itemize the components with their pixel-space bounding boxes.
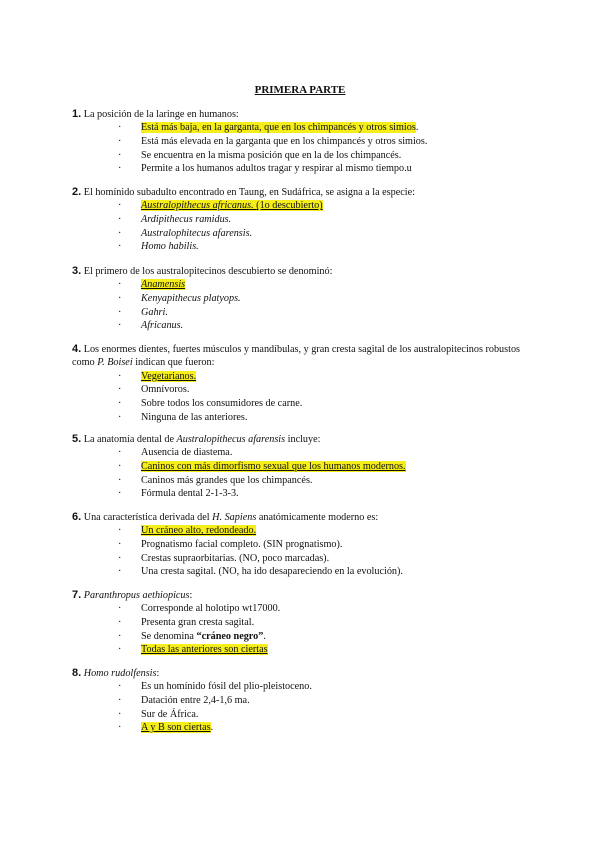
text-run: : xyxy=(156,668,160,679)
text-run: Vegetarianos. xyxy=(141,370,197,382)
question-number: 5. xyxy=(72,433,82,445)
bullet-icon: · xyxy=(118,122,122,134)
text-run: . xyxy=(263,630,266,642)
option-item xyxy=(72,411,532,425)
text-run: La posición de la laringe en humanos: xyxy=(81,109,239,120)
bullet-icon: · xyxy=(118,227,122,239)
option-item xyxy=(72,383,532,397)
text-run: La anatomía dental de xyxy=(81,434,177,445)
question-7 xyxy=(72,589,532,657)
option-item xyxy=(72,680,532,694)
bullet-icon: · xyxy=(118,617,122,628)
bullet-icon: · xyxy=(118,630,122,642)
text-run: Prognatismo facial completo. (SIN prognatismo). xyxy=(141,539,343,550)
bullet-icon: · xyxy=(118,447,122,459)
page-title: PRIMERA PARTE xyxy=(254,84,346,96)
option-item xyxy=(72,213,532,227)
option-item xyxy=(72,721,532,735)
text-run: A y B son ciertas xyxy=(141,722,211,734)
option-item xyxy=(72,474,532,488)
option-item xyxy=(72,306,532,320)
text-run: Una cresta sagital. (NO, ha ido desapareciendo en la evolución). xyxy=(141,566,403,578)
options-list xyxy=(72,602,532,656)
question-stem xyxy=(72,511,532,524)
text-run: Datación entre 2,4-1,6 ma. xyxy=(141,695,250,706)
text-run: El homínido subadulto encontrado en Taung, en Sudáfrica, se asigna a la especie: xyxy=(81,187,415,198)
option-item xyxy=(72,370,532,384)
text-run: indican que fueron: xyxy=(132,357,215,369)
bullet-icon: · xyxy=(118,279,122,291)
bullet-icon: · xyxy=(118,644,122,656)
text-run: Presenta gran cresta sagital. xyxy=(141,617,255,628)
option-item xyxy=(72,694,532,708)
text-run: H. Sapiens xyxy=(212,512,257,523)
text-run: Se denomina xyxy=(141,630,197,642)
text-run: Es un homínido fósil del plio-pleistoceno. xyxy=(141,681,312,693)
option-item xyxy=(72,565,532,579)
bullet-icon: · xyxy=(118,539,122,550)
bullet-icon: · xyxy=(118,525,122,537)
bullet-icon: · xyxy=(118,722,122,734)
text-run: : xyxy=(189,590,193,601)
text-run: Se encuentra en la misma posición que en la de los chimpancés. xyxy=(141,149,402,161)
options-list xyxy=(72,680,532,734)
question-stem xyxy=(72,343,532,370)
option-item xyxy=(72,602,532,616)
text-run: “cráneo negro” xyxy=(196,630,264,642)
bullet-icon: · xyxy=(118,241,122,253)
text-run: Australophitecus afarensis. xyxy=(141,227,253,239)
options-list xyxy=(72,370,532,424)
option-item xyxy=(72,616,532,630)
bullet-icon: · xyxy=(118,474,122,486)
question-8 xyxy=(72,667,532,735)
question-4 xyxy=(72,343,532,424)
text-run: Todas las anteriores son ciertas xyxy=(141,644,268,656)
question-number: 2. xyxy=(72,186,82,198)
question-1 xyxy=(72,108,532,176)
text-run: Kenyapithecus platyops. xyxy=(141,293,241,304)
question-number: 7. xyxy=(72,589,82,601)
text-run: (1o descubierto) xyxy=(256,200,323,212)
option-item xyxy=(72,240,532,254)
options-list xyxy=(72,121,532,175)
bullet-icon: · xyxy=(118,398,122,409)
option-item xyxy=(72,460,532,474)
text-run: Un cráneo alto, redondeado. xyxy=(141,525,257,537)
bullet-icon: · xyxy=(118,566,122,578)
text-run: Homo habilis. xyxy=(141,241,199,253)
text-run: Paranthropus aethiopicus xyxy=(83,590,190,601)
option-item xyxy=(72,227,532,241)
bullet-icon: · xyxy=(118,603,122,615)
text-run: Gahri. xyxy=(141,306,168,318)
text-run: anatómicamente moderno es: xyxy=(256,512,379,523)
option-item xyxy=(72,292,532,306)
text-run: Africanus. xyxy=(141,320,184,332)
option-item xyxy=(72,643,532,657)
question-stem xyxy=(72,265,532,278)
text-run: . xyxy=(210,722,214,734)
text-run: El primero de los australopitecinos descubierto se denominó: xyxy=(81,266,333,277)
text-run: Australopithecus africanus. xyxy=(141,200,257,212)
text-run: Caninos con más dimorfismo sexual que los humanos modernos. xyxy=(141,461,406,472)
bullet-icon: · xyxy=(118,552,122,564)
question-5 xyxy=(72,433,532,501)
question-stem xyxy=(72,667,532,680)
text-run: Permite a los humanos adultos tragar y respirar al mismo tiempo.u xyxy=(141,163,412,175)
options-list xyxy=(72,278,532,332)
option-item xyxy=(72,552,532,566)
question-stem xyxy=(72,433,532,446)
option-item xyxy=(72,630,532,644)
text-run: Ausencia de diastema. xyxy=(141,447,233,459)
bullet-icon: · xyxy=(118,370,122,382)
question-number: 1. xyxy=(72,108,82,120)
option-item xyxy=(72,487,532,501)
bullet-icon: · xyxy=(118,136,122,147)
question-stem xyxy=(72,186,532,199)
question-3 xyxy=(72,265,532,333)
bullet-icon: · xyxy=(118,708,122,720)
option-item xyxy=(72,708,532,722)
text-run: Ardipithecus ramidus. xyxy=(141,214,232,225)
question-number: 8. xyxy=(72,667,82,679)
text-run: Una característica derivada del xyxy=(81,512,213,523)
question-stem xyxy=(72,108,532,121)
text-run: Está más elevada en la garganta que en los chimpancés y otros simios. xyxy=(141,136,428,147)
text-run: Caninos más grandes que los chimpancés. xyxy=(141,474,313,486)
option-item xyxy=(72,524,532,538)
question-6 xyxy=(72,511,532,579)
text-run: como xyxy=(72,357,98,369)
question-number: 4. xyxy=(72,343,82,355)
bullet-icon: · xyxy=(118,320,122,332)
text-run: Fórmula dental 2-1-3-3. xyxy=(141,488,239,500)
text-run: P. Boisei xyxy=(97,357,133,369)
option-item xyxy=(72,319,532,333)
bullet-icon: · xyxy=(118,293,122,304)
bullet-icon: · xyxy=(118,384,122,396)
option-item xyxy=(72,121,532,135)
text-run: Sobre todos los consumidores de carne. xyxy=(141,398,303,409)
text-run: Los enormes dientes, fuertes músculos y mandíbulas, y gran cresta sagital de los australopitecinos robustos xyxy=(81,344,521,355)
option-item xyxy=(72,397,532,411)
option-item xyxy=(72,446,532,460)
option-item xyxy=(72,162,532,176)
text-run: Sur de África. xyxy=(141,708,199,720)
text-run: Ninguna de las anteriores. xyxy=(141,411,248,423)
option-item xyxy=(72,135,532,149)
text-run: . xyxy=(415,122,419,134)
bullet-icon: · xyxy=(118,306,122,318)
bullet-icon: · xyxy=(118,461,122,472)
bullet-icon: · xyxy=(118,681,122,693)
question-stem xyxy=(72,589,532,602)
question-number: 3. xyxy=(72,265,82,277)
text-run: Homo rudolfensis xyxy=(83,668,157,679)
text-run: Omnívoros. xyxy=(141,384,190,396)
text-run: Anamensis xyxy=(141,279,186,291)
text-run: incluye: xyxy=(285,434,321,445)
options-list xyxy=(72,199,532,253)
text-run: Corresponde al holotipo wt17000. xyxy=(141,603,281,615)
option-item xyxy=(72,199,532,213)
question-2 xyxy=(72,186,532,254)
option-item xyxy=(72,149,532,163)
bullet-icon: · xyxy=(118,411,122,423)
option-item xyxy=(72,538,532,552)
question-number: 6. xyxy=(72,511,82,523)
bullet-icon: · xyxy=(118,488,122,500)
bullet-icon: · xyxy=(118,695,122,706)
text-run: Australopithecus afarensis xyxy=(176,434,286,445)
options-list xyxy=(72,446,532,500)
bullet-icon: · xyxy=(118,200,122,212)
options-list xyxy=(72,524,532,578)
option-item xyxy=(72,278,532,292)
text-run: Crestas supraorbitarias. (NO, poco marcadas). xyxy=(141,552,330,564)
bullet-icon: · xyxy=(118,214,122,225)
bullet-icon: · xyxy=(118,149,122,161)
text-run: Está más baja, en la garganta, que en los chimpancés y otros simios xyxy=(141,122,416,134)
bullet-icon: · xyxy=(118,163,122,175)
